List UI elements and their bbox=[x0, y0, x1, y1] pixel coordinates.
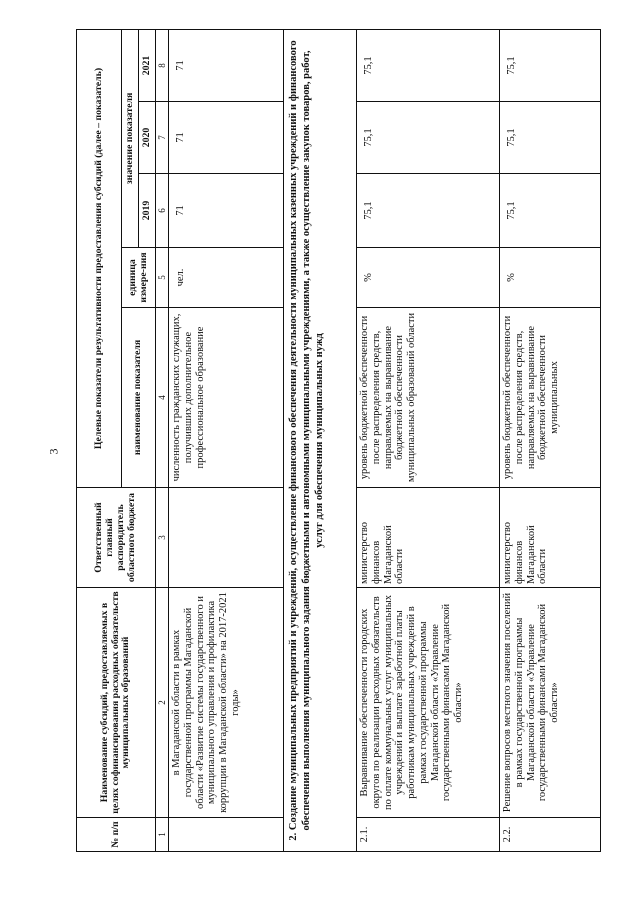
header-subsidy-name: Наименование субсидий, предоставляемых в целях софинансирования расходных обязательств муниципальных образований bbox=[77, 588, 156, 818]
section-heading bbox=[284, 29, 357, 851]
header-year-2021: 2021 bbox=[139, 29, 156, 101]
row-unit: чел. bbox=[169, 248, 284, 308]
index-cell: 4 bbox=[156, 308, 169, 488]
row-num bbox=[169, 818, 284, 852]
header-unit: единица измере-ния bbox=[122, 248, 156, 308]
row-value-2019: 75,1 bbox=[357, 174, 500, 248]
row-value-2019: 75,1 bbox=[500, 174, 601, 248]
rotated-table-container bbox=[76, 30, 617, 852]
row-indicator: уровень бюджетной обеспеченности после распределения средств, направляемых на выравнивание бюджетной обеспеченности муниципальных образований области bbox=[357, 308, 500, 488]
row-indicator: численность гражданских служащих, получивших дополнительное профессиональное образование bbox=[169, 308, 284, 488]
header-num: № п/п bbox=[77, 818, 156, 852]
table-row bbox=[169, 29, 284, 851]
index-cell: 1 bbox=[156, 818, 169, 852]
row-unit: % bbox=[357, 248, 500, 308]
row-indicator: уровень бюджетной обеспеченности после распределения средств, направляемых на выравнивание бюджетной обеспеченности муниципальных bbox=[500, 308, 601, 488]
row-unit: % bbox=[500, 248, 601, 308]
row-manager bbox=[169, 488, 284, 588]
header-year-2020: 2020 bbox=[139, 102, 156, 174]
index-cell: 5 bbox=[156, 248, 169, 308]
row-num: 2.1. bbox=[357, 818, 500, 852]
row-value-2021: 75,1 bbox=[357, 29, 500, 101]
index-cell: 8 bbox=[156, 29, 169, 101]
header-row-1 bbox=[77, 29, 122, 851]
header-indicator: наименование показателя bbox=[122, 308, 156, 488]
table-row bbox=[500, 29, 601, 851]
row-manager: министерство финансов Магаданской области bbox=[357, 488, 500, 588]
index-cell: 3 bbox=[156, 488, 169, 588]
header-year-2019: 2019 bbox=[139, 174, 156, 248]
row-value-2020: 75,1 bbox=[357, 102, 500, 174]
column-index-row bbox=[156, 29, 169, 851]
index-cell: 2 bbox=[156, 588, 169, 818]
header-value: значение показателя bbox=[122, 29, 139, 247]
section-number: 2. bbox=[288, 832, 299, 841]
header-manager: Ответственный главный распорядитель областного бюджета bbox=[77, 488, 156, 588]
row-value-2021: 71 bbox=[169, 29, 284, 101]
row-num: 2.2. bbox=[500, 818, 601, 852]
index-cell: 7 bbox=[156, 102, 169, 174]
page-number: 3 bbox=[46, 448, 61, 455]
row-subsidy-name: Выравнивание обеспеченности городских округов по реализации расходных обязательств по оплате коммунальных услуг муниципальных учреждений и выплате заработной платы работникам муниципальных учреждений в рамках государственной программы Магаданской области «Управление государственными финансами Магаданской области» bbox=[357, 588, 500, 818]
table-row bbox=[357, 29, 500, 851]
row-subsidy-name: в Магаданской области в рамках государственной программы Магаданской области «Развитие системы государственного и муниципального управления и профилактика коррупции в Магаданской области» на 2017-2021 годы» bbox=[169, 588, 284, 818]
row-manager: министерство финансов Магаданской области bbox=[500, 488, 601, 588]
index-cell: 6 bbox=[156, 174, 169, 248]
section-title: Создание муниципальных предприятий и учреждений, осуществление финансового обеспечения деятельности муниципальных казенных учреждений и финансового обеспечения выполнения муниципального задания бюджетными и автономными муниципальными учреждениями, а также осуществление закупок товаров, работ, услуг для обеспечения муниципальных нужд bbox=[288, 40, 325, 831]
row-value-2021: 75,1 bbox=[500, 29, 601, 101]
header-targets: Целевые показатели результативности предоставления субсидий (далее – показатель) bbox=[77, 29, 122, 487]
row-value-2020: 71 bbox=[169, 102, 284, 174]
row-value-2019: 71 bbox=[169, 174, 284, 248]
subsidies-table bbox=[76, 29, 601, 852]
row-subsidy-name: Решение вопросов местного значения поселений в рамках государственной программы Магаданской области «Управление государственными финансами Магаданской области» bbox=[500, 588, 601, 818]
section-heading-row bbox=[284, 29, 357, 851]
row-value-2020: 75,1 bbox=[500, 102, 601, 174]
